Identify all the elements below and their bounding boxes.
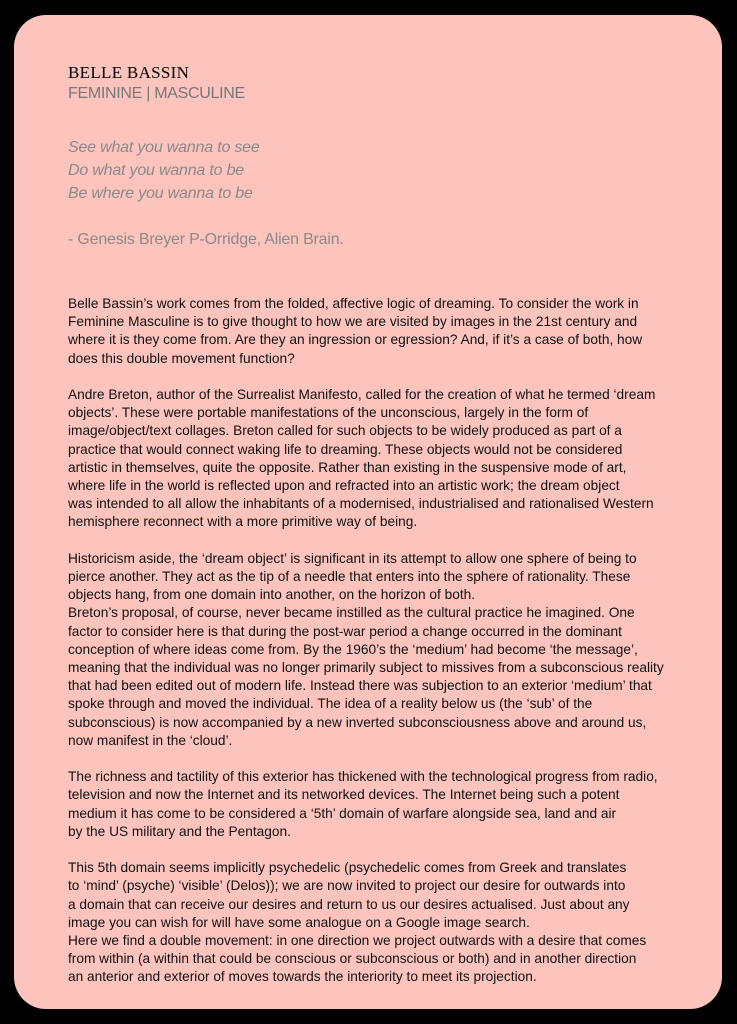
text-line: where life in the world is reflected upon and refracted into an artistic work; the dream object (68, 478, 620, 494)
text-line: Feminine Masculine is to give thought to how we are visited by images in the 21st century and (68, 314, 638, 330)
text-line: meaning that the individual was no longer primarily subject to missives from a subconscious reality (68, 660, 664, 676)
text-line: by the US military and the Pentagon. (68, 823, 291, 839)
text-line: spoke through and moved the individual. The idea of a reality below us (the ‘sub’ of the (68, 696, 593, 712)
quote-line: Do what you wanna to be (68, 162, 244, 179)
text-line: factor to consider here is that during the post-war period a change occurred in the dominant (68, 623, 622, 639)
text-line: does this double movement function? (68, 350, 295, 366)
paragraph-3 (68, 550, 708, 750)
exhibition-title: FEMININE | MASCULINE (68, 85, 245, 102)
quote-line: See what you wanna to see (68, 139, 260, 156)
paragraph-5 (68, 859, 708, 986)
text-line: objects’. These were portable manifestations of the unconscious, largely in the form of (68, 405, 589, 421)
text-line: image/object/text collages. Breton called for such objects to be widely produced as part of a (68, 423, 622, 439)
text-line: The richness and tactility of this exterior has thickened with the technological progress from radio, (68, 769, 658, 785)
text-line: a domain that can receive our desires and return to us our desires actualised. Just about any (68, 896, 630, 912)
text-line: artistic in themselves, quite the opposite. Rather than existing in the suspensive mode of art, (68, 459, 627, 475)
text-line: Breton’s proposal, of course, never became instilled as the cultural practice he imagined. One (68, 605, 635, 621)
text-line: that had been edited out of modern life. Instead there was subjection to an exterior ‘medium’ that (68, 678, 652, 694)
text-line: now manifest in the ‘cloud’. (68, 732, 233, 748)
quote-line: Be where you wanna to be (68, 185, 253, 202)
text-line: Andre Breton, author of the Surrealist Manifesto, called for the creation of what he termed ‘dream (68, 387, 656, 402)
paragraph-4 (68, 768, 708, 841)
text-line: hemisphere reconnect with a more primitive way of being. (68, 514, 418, 530)
text-line: where it is they come from. Are they an ingression or egression? And, if it’s a case of both, how (68, 332, 643, 348)
text-line: from within (a within that could be conscious or subconscious or both) and in another direction (68, 951, 637, 967)
text-line: medium it has come to be considered a ‘5th’ domain of warfare alongside sea, land and air (68, 805, 617, 821)
text-line: Here we find a double movement: in one direction we project outwards with a desire that comes (68, 933, 647, 949)
document-page (14, 15, 722, 1009)
text-line: objects hang, from one domain into another, on the horizon of both. (68, 587, 476, 603)
epigraph-quote (68, 136, 260, 205)
paragraph-2 (68, 386, 708, 532)
text-line: practice that would connect waking life to dreaming. These objects would not be considered (68, 441, 623, 457)
text-line: Historicism aside, the ‘dream object’ is significant in its attempt to allow one sphere of being to (68, 550, 637, 566)
quote-attribution: - Genesis Breyer P-Orridge, Alien Brain. (68, 231, 344, 248)
text-line: was intended to all allow the inhabitants of a modernised, industrialised and rationalised Western (68, 496, 654, 512)
artist-name: BELLE BASSIN (68, 63, 190, 82)
text-line: television and now the Internet and its networked devices. The Internet being such a potent (68, 787, 620, 803)
text-line: subconscious) is now accompanied by a new inverted subconsciousness above and around us, (68, 714, 647, 730)
essay-body (68, 295, 708, 987)
text-line: conception of where ideas come from. By the 1960’s the ‘medium’ had become ‘the message’, (68, 641, 638, 657)
text-line: Belle Bassin’s work comes from the folded, affective logic of dreaming. To consider the work in (68, 296, 639, 311)
paragraph-1 (68, 295, 708, 368)
text-line: image you can wish for will have some analogue on a Google image search. (68, 914, 530, 930)
text-line: to ‘mind’ (psyche) ‘visible’ (Delos)); we are now invited to project our desire for outwards into (68, 878, 626, 894)
text-line: This 5th domain seems implicitly psychedelic (psychedelic comes from Greek and translates (68, 860, 627, 876)
text-line: an anterior and exterior of moves towards the interiority to meet its projection. (68, 969, 537, 985)
text-line: pierce another. They act as the tip of a needle that enters into the sphere of rationality. These (68, 569, 631, 585)
